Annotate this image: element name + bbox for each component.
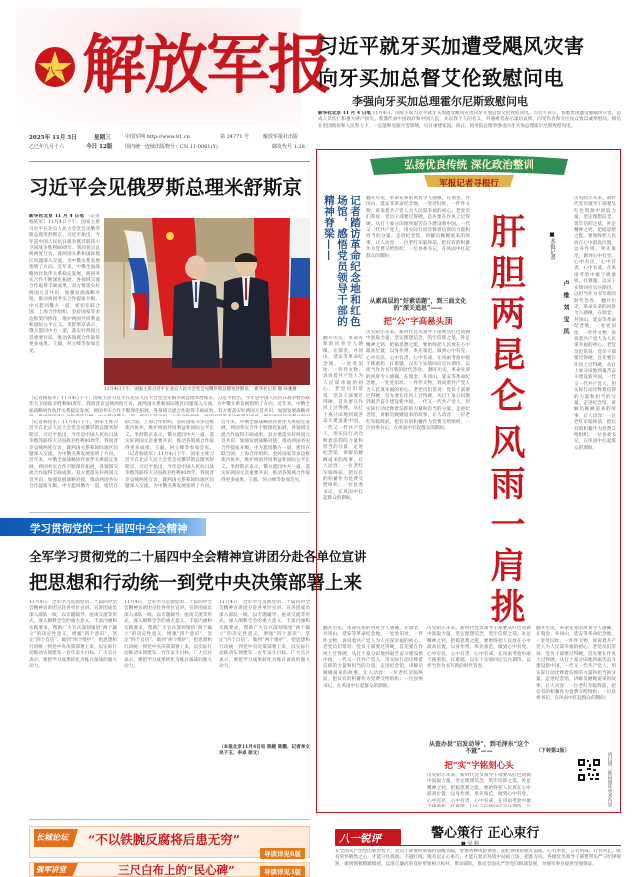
feature-byline	[544, 232, 556, 260]
feature-vertical-headline[interactable]	[476, 212, 540, 628]
column-text: 在全面从严治党的新形势下，党员干部要时刻保持清醒头脑，警惕各种风险诱惑，把纪律规矩挺在前面。心有所畏，言有所戒，行有所止。唯有常怀敬畏之心，才能守住底线、不越红线；唯有以正心束行，才能在复杂环境中站稳立场、把准方向。各级党员领导干部要带头严守纪律规矩，做到慎独慎微慎初，以清正廉洁的良好形象树立标杆、带动部队，推动全面从严治党向纵深发展，为强军事业提供坚强保证。	[335, 849, 621, 867]
vertical-headline-char: 一	[490, 505, 526, 546]
feature-banner-line1: 弘扬优良传统 深化政治整训	[404, 159, 534, 171]
column-headline[interactable]: 警心策行 正心束行	[431, 826, 540, 841]
promo-1-tag: 长城论坛	[36, 832, 68, 842]
study-body-2: 11月4日，全军学习贯彻党的二十届四中全会精神宣讲团分赴各单位宣讲。宣讲团成员深入部队一线，以专题辅导、座谈交流等形式，深入阐释全会的重大意义、丰富内涵和实践要求，帮助广大官兵深刻领悟“两个确立”的决定性意义，增强“四个意识”、坚定“四个自信”、做到“两个维护”，把思想和行动统一到党中央决策部署上来，以实际行动推动实现建军一百年奋斗目标。广大官兵表示，要把学习成果转化为练兵备战的强大动力。	[124, 600, 212, 670]
top-headline-line2[interactable]: 向牙买加总督艾伦致慰问电	[318, 66, 564, 90]
feature-text-c1: 翻开历史，革命先辈的风骨令人感佩。在瑞金、井冈山、延安等革命纪念地，一处处旧址、一件件文物，诉说着共产党人为人民谋幸福的初心。老党员们常说：党员干部要过得硬，首先要在作风上过得硬。从打土豪分田地到艰苦奋斗建设新中国，一代又一代共产党人，用实际行动诠释着信仰的力量和担当的分量。走进纪念馆，讲解员娓娓道来的故事，让人动容：一位老红军临终前，把仅有的积蓄作为党费交给组织；一位县委书记，在风雨中扛起群众的期盼。	[323, 626, 423, 689]
feature-text-c2: 历史昭示未来。新时代党员领导干部要从红色资源中汲取力量，坚定理想信念，筑牢信仰之基，补足精神之钙，把稳思想之舵。要始终把人民放在心中最高位置，以身作则、率先垂范，做到心中有党、心中有民、心中有责、心中有戒，在风雨考验中敢于挑重担、扛难题，以实干实绩回应官兵期待，以担当作为书写新的时代答卷。	[427, 626, 531, 670]
top-headline-line1[interactable]: 习近平就牙买加遭受飓风灾害	[318, 34, 585, 58]
photo-credit: 新华社记者 谢 环驰摄	[254, 387, 297, 392]
photo-illustration	[104, 218, 310, 385]
lead-photo[interactable]	[104, 218, 310, 385]
unified-code: 国内统一连续出版物号：CN 11-0061(Y)	[125, 144, 218, 150]
vertical-headline-char: 雨	[490, 464, 526, 505]
section1-heading: 把“公”字高悬头顶	[383, 317, 453, 327]
promo-1-title[interactable]: “不以铁腕反腐将后患无穷”	[88, 832, 240, 847]
study-headline[interactable]: 把思想和行动统一到党中央决策部署上来	[29, 573, 363, 594]
feature-vertical-subtitle: 记者踏访革命纪念地和红色场馆，感悟党员领导干部的精神脊梁——	[323, 195, 361, 327]
top-story-text: 11月4日，国家主席习近平就牙买加遭受飓风灾害向牙买加总督艾伦致慰问电。习近平表示，惊悉贵国遭受强飓风灾害，造成人员伤亡和重大财产损失。我谨代表中国政府和中国人民，并以我个人的名义，对遇难者表示深切哀悼，向受伤者和灾区民众致以诚挚慰问。相信在贵国政府和人民努力下，一定能够克服灾害影响，早日重建家园。同日，国务院总理李强也向牙买加总理霍尔尼斯致慰问电。	[318, 111, 621, 129]
feature-text-b: 历史昭示未来。新时代党员领导干部要从红色资源中汲取力量，坚定理想信念，筑牢信仰之基，补足精神之钙，把稳思想之舵。要始终把人民放在心中最高位置，以身作则、率先垂范，做到心中有党、心中有民、心中有责、心中有戒，在风雨考验中敢于挑重担、扛难题，以实干实绩回应官兵期待，以担当作为书写新的时代答卷。	[574, 196, 616, 304]
issue-date: 2025年 11月 5日	[29, 135, 77, 141]
feature-text-a1: 翻开历史，革命先辈的风骨令人感佩。在瑞金、井冈山、延安等革命纪念地，一处处旧址、一件件文物，诉说着共产党人为人民谋幸福的初心。老党员们常说：党员干部要过得硬，首先要在作风上过得硬。从打土豪分田地到艰苦奋斗建设新中国，一代又一代共产党人，用实际行动诠释着信仰的力量和担当的分量。走进纪念馆，讲解员娓娓道来的故事，让人动容：一位老红军临终前，把仅有的积蓄作为党费交给组织；一位县委书记，在风雨中扛起群众的期盼。	[366, 196, 470, 259]
divider-study	[29, 512, 310, 513]
feature-text-b2: 翻开历史，革命先辈的风骨令人感佩。在瑞金、井冈山、延安等革命纪念地，一处处旧址、一件件文物，诉说着共产党人为人民谋幸福的初心。老党员们常说：党员干部要过得硬，首先要在作风上过得硬。从打土豪分田地到艰苦奋斗建设新中国，一代又一代共产党人，用实际行动诠释着信仰的力量和担当的分量。走进纪念馆，讲解员娓娓道来的故事，让人动容：一位老红军临终前，把仅有的积蓄作为党费交给组织；一位县委书记，在风雨中扛起群众的期盼。	[574, 298, 616, 451]
feature-column-c2	[427, 626, 531, 738]
divider-top	[29, 161, 310, 162]
vertical-headline-char: 胆	[490, 253, 526, 294]
vertical-headline-char: 肩	[490, 546, 526, 587]
feature-column-a2	[366, 330, 470, 622]
study-column-1	[29, 600, 117, 810]
lunar-date: 乙巳年九月十六	[29, 144, 65, 150]
lead-dateline: 新华社北京 11 月 4 日电	[29, 214, 85, 219]
lead-story-text-3: （记者杨依军）11月4日下午，国家主席习近平在北京人民大会堂会见俄罗斯总理米舒斯京。习近平指出，今年是中国人民抗日战争暨苏联伟大卫国战争胜利80周年。我同普京总统两度互访，就两国关系和国际地区问题深入交流，为中俄关系发展指明了方向。近年来，中俄全面战略协作伙伴关系稳定发展，两国务实合作不断深化拓展，各领域交流合作取得丰硕成果。双方要落实好两国元首共识，加强发展战略对接，推动两国务实合作提质升级。中方愿同俄方一道，密切在联合国、上海合作组织、金砖国家等多边框架内协作，维护两国共同利益和国际公平正义。米舒斯京表示，俄方愿同中方一道，落实好两国元首重要共识，推动各领域合作取得更多成果。王毅、何立峰等参加会见。	[29, 420, 214, 490]
issue-number: 第 24771 号	[220, 134, 250, 140]
column-byline: ■ 吴 莉	[461, 841, 479, 847]
postal-code: 邮发代号 1-26	[272, 144, 305, 150]
promo-2-tag: 强军讲堂	[36, 865, 66, 874]
top-story-dateline: 新华社北京 11 月 4 日电	[318, 111, 371, 116]
feature-column-c3	[427, 773, 531, 807]
study-column-3	[219, 600, 310, 742]
feature-continued: （下转第2版）	[536, 748, 570, 754]
column-body	[335, 849, 621, 875]
section2-heading: 把“实”字铭刻心头	[444, 761, 514, 771]
vertical-headline-char: 昆	[490, 335, 526, 376]
photo-caption-line	[104, 386, 310, 392]
study-banner-title[interactable]: 学习贯彻党的二十届四中全会精神	[30, 523, 188, 535]
vertical-headline-char: 仑	[490, 376, 526, 417]
feature-banner-line2: 军报记者寻根行	[439, 179, 499, 189]
study-body-3: 11月4日，全军学习贯彻党的二十届四中全会精神宣讲团分赴各单位宣讲。宣讲团成员深入部队一线，以专题辅导、座谈交流等形式，深入阐释全会的重大意义、丰富内涵和实践要求，帮助广大官兵深刻领悟“两个确立”的决定性意义，增强“四个意识”、坚定“四个自信”、做到“两个维护”，把思想和行动统一到党中央决策部署上来，以实际行动推动实现建军一百年奋斗目标。广大官兵表示，要把学习成果转化为练兵备战的强大动力。	[219, 600, 310, 670]
publisher: 解放军报社出版	[263, 134, 299, 140]
photo-caption: 11月4日上午，国家主席习近平在北京人民大会堂会见俄罗斯总理米舒斯京。	[104, 387, 253, 392]
study-body-1: 11月4日，全军学习贯彻党的二十届四中全会精神宣讲团分赴各单位宣讲。宣讲团成员深入部队一线，以专题辅导、座谈交流等形式，深入阐释全会的重大意义、丰富内涵和实践要求，帮助广大官兵深刻领悟“两个确立”的决定性意义，增强“四个意识”、坚定“四个自信”、做到“两个维护”，把思想和行动统一到党中央决策部署上来，以实际行动推动实现建军一百年奋斗目标。广大官兵表示，要把学习成果转化为练兵备战的强大动力。	[29, 600, 117, 670]
vertical-headline-char: 挑	[490, 587, 526, 628]
study-note: （本报北京11月4日电 陈婉 陈鹏、记者李文 吴子玉、李卓 徐文）	[219, 745, 310, 757]
lead-story-continued	[29, 396, 310, 416]
vertical-headline-char: 肝	[490, 212, 526, 253]
column-logo: 八一锐评	[339, 833, 381, 845]
vertical-headline-char: 两	[490, 294, 526, 335]
svg-text:八一: 八一	[45, 67, 65, 77]
top-story-body	[318, 111, 621, 144]
byline-names: 卢 维 刘 宝 凤	[562, 280, 569, 337]
byline-label: ■本报记者	[549, 232, 555, 260]
vertical-headline-char: 风	[490, 423, 526, 464]
study-column-2	[124, 600, 212, 810]
russian-flag-right	[288, 218, 310, 336]
feature-text-c4: 翻开历史，革命先辈的风骨令人感佩。在瑞金、井冈山、延安等革命纪念地，一处处旧址、一件件文物，诉说着共产党人为人民谋幸福的初心。老党员们常说：党员干部要过得硬，首先要在作风上过得硬。从打土豪分田地到艰苦奋斗建设新中国，一代又一代共产党人，用实际行动诠释着信仰的力量和担当的分量。走进纪念馆，讲解员娓娓道来的故事，让人动容：一位老红军临终前，把仅有的积蓄作为党费交给组织；一位县委书记，在风雨中扛起群众的期盼。	[536, 626, 616, 702]
lead-headline[interactable]: 习近平会见俄罗斯总理米舒斯京	[29, 176, 303, 199]
army-emblem-icon	[34, 46, 76, 88]
feature-text-a3: 翻开历史，革命先辈的风骨令人感佩。在瑞金、井冈山、延安等革命纪念地，一处处旧址、一件件文物，诉说着共产党人为人民谋幸福的初心。老党员们常说：党员干部要过得硬，首先要在作风上过得硬。从打土豪分田地到艰苦奋斗建设新中国，一代又一代共产党人，用实际行动诠释着信仰的力量和担当的分量。走进纪念馆，讲解员娓娓道来的故事，让人动容：一位老红军临终前，把仅有的积蓄作为党费交给组织；一位县委书记，在风雨中扛起群众的期盼。	[366, 368, 470, 432]
promo-1-guide[interactable]: 导读详见6版	[260, 848, 305, 859]
top-subheadline: 李强向牙买加总理霍尔尼斯致慰问电	[352, 95, 528, 108]
website-link[interactable]: 中国军网 http://www.81.cn	[125, 134, 190, 140]
study-kicker: 全军学习贯彻党的二十届四中全会精神宣讲团分赴各单位宣讲	[29, 549, 367, 564]
qr-label: 请扫描二维码阅读更多内容	[607, 752, 612, 808]
lead-story-column-1	[29, 214, 100, 393]
feature-text-c3: 历史昭示未来。新时代党员领导干部要从红色资源中汲取力量，坚定理想信念，筑牢信仰之基，补足精神之钙，把稳思想之舵。要始终把人民放在心中最高位置，以身作则、率先垂范，做到心中有党、心中有民、心中有责、心中有戒，在风雨考验中敢	[427, 773, 531, 804]
feature-column-b	[574, 196, 616, 622]
feature-text-left: 翻开历史，革命先辈的风骨令人感佩。在瑞金、井冈山、延安等革命纪念地，一处处旧址、一件件文物，诉说着共产党人为人民谋幸福的初心。老党员们常说：党员干部要过得硬，首先要在作风上过得硬。从打土豪分田地到艰苦奋斗建设新中国，一代又一代共产党人，用实际行动诠释着信仰的力量和担当的分量。走进纪念馆，讲解员娓娓道来的故事，让人动容：一位老红军临终前，把仅有的积蓄作为党费交给组织；一位县委书记，在风雨中扛起群众的期盼。	[323, 336, 363, 502]
feature-column-c4	[536, 626, 616, 754]
section3-title: 从查办县“启发动导”，到毛泽东“这个不就”——	[428, 741, 530, 755]
masthead	[16, 8, 330, 126]
page-count: 今日 12版	[86, 144, 113, 150]
promo-2-title[interactable]: 三尺白布上的“民心碑”	[118, 863, 235, 877]
issue-weekday: 星期三	[94, 135, 111, 141]
lead-story-text-2: （记者杨依军）11月4日下午，国家主席习近平在北京人民大会堂会见俄罗斯总理米舒斯京。习近平指出，今年是中国人民抗日战争暨苏联伟大卫国战争胜利80周年。我同普京总统两度互访，就两国关系和国际地区问题深入交流，为中俄关系发展指明了方向。近年来，中俄全面战略协作伙伴关系稳定发展，两国务实合作不断深化拓展，各领域交流合作取得丰硕成果。双方要落实好两国元首共识，加强发展战略对	[29, 396, 310, 414]
masthead-title: 解放军报	[82, 28, 330, 103]
qr-code-icon[interactable]	[577, 758, 601, 782]
feature-column-a1	[366, 196, 470, 296]
lead-story-text-4: （记者杨依军）11月4日下午，国家主席习近平在北京人民大会堂会见俄罗斯总理米舒斯京。习近平指出，今年是中国人民抗日战争暨苏联伟大卫国战争胜利80周年。我同普京总统两度互访，就两国关系和国际地区问题深入交流，为中俄关系发展指明了方向。近年来，中俄全面战略协作伙伴关系稳定发展，两国务实合作不断深化拓展，各领域交流合作取得丰硕成果。双方要落实好两国元首共识，加强发展战略对接，推动两国务实合作提质升级。中方愿同俄方一道，密切在联合国、上海合作组织、金砖国家等多边框架内协作，维护两国共同利益和国际公平正义。米舒斯京表示，俄方愿同中方一道，落实好两国元首重要共识，推动各领域合作取得更多成果。王毅、何立峰等参加会见。	[125, 420, 310, 490]
lead-story-bottom-columns	[29, 420, 310, 508]
divider-promos	[29, 819, 310, 820]
feature-text-a2: 历史昭示未来。新时代党员领导干部要从红色资源中汲取力量，坚定理想信念，筑牢信仰之基，补足精神之钙，把稳思想之舵。要始终把人民放在心中最高位置，以身作则、率先垂范，做到心中有党、心中有民、心中有责、心中有戒，在风雨考验中敢于挑重担、扛难题，以实干实绩回应官兵期待，以担当作为书写新的时代答卷。	[366, 330, 470, 374]
promo-2-guide[interactable]: 导读详见3版	[260, 866, 305, 877]
feature-column-left	[323, 336, 363, 622]
lead-story-text: （记者杨依军）11月4日下午，国家主席习近平在北京人民大会堂会见俄罗斯总理米舒斯京。习近平指出，今年是中国人民抗日战争暨苏联伟大卫国战争胜利80周年。我同普京总统两度互访，就两国关系和国际地区问题深入交流，为中俄关系发展指明了方向。近年来，中俄全面战略协作伙伴关系稳定发展，两国务实合作不断深化拓展，各领域交流合作取得丰硕成果。双方要落实好两国元首共识，加强发展战略对接，推动两国务实合作提质升级。中方愿同俄方一道，密切在联合国、上海合作组织、金砖国家等多边框架内协作，维护两国共同利益和国际公平正义。米舒斯京表示，俄方愿同中方一道，落实好两国元首重要共识，推动各领域合作取得更多成果。王毅、何立峰等参加会见。	[29, 214, 100, 354]
feature-column-c1	[323, 626, 423, 806]
section1-title: 从素高层的“好素话题”，到三面文化的“深关追思”——	[369, 298, 467, 312]
